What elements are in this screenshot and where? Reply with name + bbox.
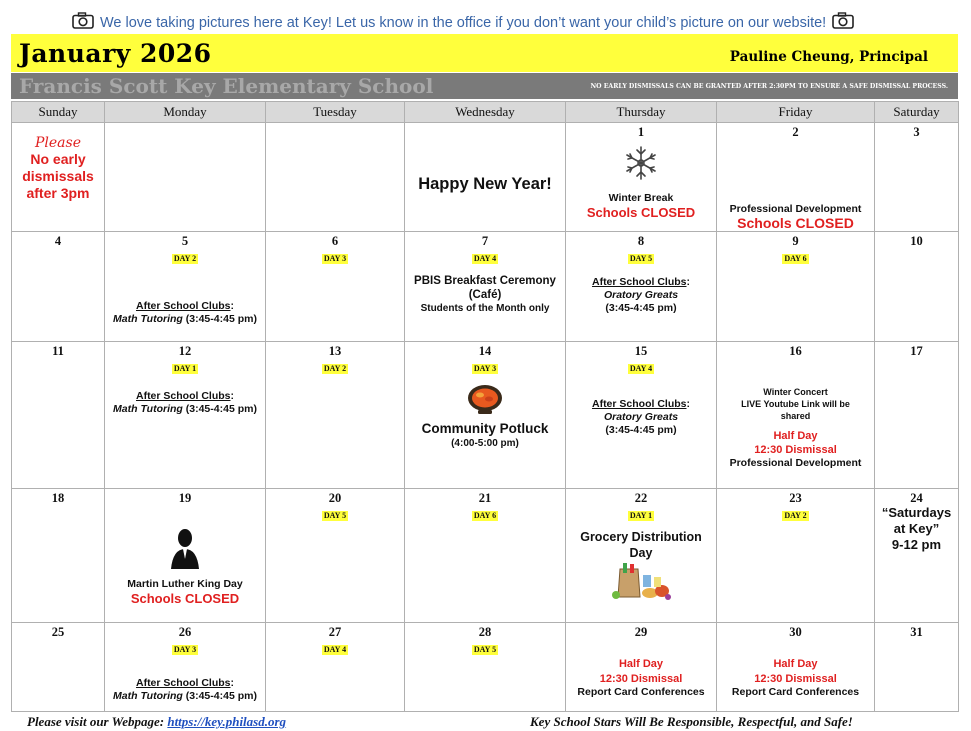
day-cell: [405, 123, 566, 232]
rotation-day-badge: DAY 2: [784, 511, 807, 520]
day-number: 11: [52, 344, 64, 358]
weekday-tuesday: Tuesday: [266, 102, 405, 123]
rotation-day-badge: DAY 4: [629, 364, 653, 373]
day-cell: [12, 232, 105, 342]
day-number: 17: [910, 344, 923, 358]
day-cell: [405, 489, 566, 623]
day-cell: [405, 232, 566, 342]
day-number: 24: [910, 491, 923, 505]
day-number: 6: [331, 234, 339, 248]
event-winter-concert: Winter Concert: [763, 387, 828, 397]
month-title: January 2026: [19, 38, 212, 68]
day-cell: [266, 623, 405, 712]
day-number: 23: [789, 491, 802, 505]
day-number: 29: [634, 625, 648, 639]
half-day-text: Half Day: [773, 658, 818, 670]
rotation-day-badge: DAY 5: [323, 511, 347, 520]
snowflake-icon: [623, 145, 659, 181]
event-after-school-clubs: After School Clubs:: [135, 390, 234, 402]
rotation-day-badge: DAY 4: [473, 254, 497, 263]
day-cell-empty: [266, 123, 405, 232]
day-cell: [12, 123, 105, 232]
day-cell: [266, 232, 405, 342]
event-saturdays-at-key: “Saturdays: [881, 505, 952, 520]
day-cell: [566, 489, 717, 623]
footer-visit-label: Please visit our Webpage:: [27, 714, 168, 729]
day-cell: [405, 342, 566, 489]
week-row-1: [12, 123, 959, 232]
weekday-header-row: [12, 102, 959, 123]
day-cell: [405, 623, 566, 712]
day-number: 8: [637, 234, 645, 248]
day-number: 4: [54, 234, 62, 248]
grocery-bag-icon: [610, 561, 672, 601]
please-note: Please: [35, 135, 81, 151]
day-number: 25: [51, 625, 65, 639]
day-cell: [875, 232, 959, 342]
day-cell: [566, 623, 717, 712]
event-after-school-clubs: After School Clubs:: [135, 677, 234, 689]
school-name-bar: [11, 73, 958, 99]
day-cell: [875, 342, 959, 489]
day-cell: [266, 489, 405, 623]
school-name: Francis Scott Key Elementary School: [19, 74, 434, 98]
event-report-card-conferences: Report Card Conferences: [731, 686, 860, 698]
event-time: (3:45-4:45 pm): [605, 424, 677, 436]
calendar-grid: [11, 101, 959, 712]
event-math-tutoring: Math Tutoring (3:45-4:45 pm): [113, 313, 257, 325]
day-number: 10: [910, 234, 923, 248]
day-cell: [717, 342, 875, 489]
footer-motto: Key School Stars Will Be Responsible, Respectful, and Safe!: [530, 714, 853, 729]
dismissal-time-text: 12:30 Dismissal: [599, 673, 683, 685]
rotation-day-badge: DAY 1: [173, 364, 197, 373]
day-cell: [875, 489, 959, 623]
weekday-friday: Friday: [717, 102, 875, 123]
event-report-card-conferences: Report Card Conferences: [577, 686, 705, 698]
month-title-bar: [11, 34, 958, 72]
rotation-day-badge: DAY 4: [323, 645, 347, 654]
day-cell: [717, 232, 875, 342]
event-math-tutoring: Math Tutoring (3:45-4:45 pm): [113, 403, 257, 415]
weekday-wednesday: Wednesday: [405, 102, 566, 123]
day-number: 7: [481, 234, 489, 248]
half-day-text: Half Day: [618, 658, 664, 670]
day-number: 15: [634, 344, 648, 358]
event-saturdays-at-key: at Key”: [893, 521, 940, 536]
event-professional-development: Professional Development: [729, 457, 862, 469]
week-row-3: [12, 342, 959, 489]
event-youtube-link: LIVE Youtube Link will be: [741, 399, 850, 409]
weekday-sunday: Sunday: [12, 102, 105, 123]
day-cell: [566, 342, 717, 489]
day-cell: [12, 342, 105, 489]
day-number: 19: [178, 491, 192, 505]
photo-notice-banner: [72, 8, 862, 32]
day-cell: [875, 623, 959, 712]
footer-webpage: [27, 714, 286, 730]
day-number: 13: [328, 344, 342, 358]
weekday-saturday: Saturday: [875, 102, 959, 123]
rotation-day-badge: DAY 3: [473, 364, 497, 373]
event-location: (Café): [468, 289, 502, 301]
day-cell: [105, 342, 266, 489]
event-oratory-greats: Oratory Greats: [603, 289, 679, 301]
event-winter-break: Winter Break: [608, 192, 674, 204]
day-cell: [717, 623, 875, 712]
schools-closed-text: Schools CLOSED: [737, 215, 854, 231]
event-after-school-clubs: After School Clubs:: [135, 300, 234, 312]
rotation-day-badge: DAY 6: [784, 254, 807, 263]
weekday-monday: Monday: [105, 102, 266, 123]
day-cell: [717, 489, 875, 623]
event-time: (3:45-4:45 pm): [605, 302, 677, 314]
rotation-day-badge: DAY 1: [629, 511, 653, 520]
no-early-note: No early: [30, 151, 86, 167]
event-community-potluck: Community Potluck: [421, 421, 549, 436]
rotation-day-badge: DAY 5: [473, 645, 497, 654]
event-youtube-link: shared: [780, 411, 811, 421]
photo-notice-text: We love taking pictures here at Key! Let us know in the office if you don’t want your child’s picture on our website!: [100, 15, 827, 31]
week-row-2: [12, 232, 959, 342]
day-cell: [105, 623, 266, 712]
day-number: 31: [910, 625, 923, 639]
day-number: 18: [51, 491, 65, 505]
event-grocery-distribution: Day: [629, 546, 653, 560]
dismissal-notice: NO EARLY DISMISSALS CAN BE GRANTED AFTER 2:30PM TO ENSURE A SAFE DISMISSAL PROCESS.: [590, 82, 948, 90]
dismissal-time-text: 12:30 Dismissal: [754, 673, 837, 685]
event-students-of-month: Students of the Month only: [420, 303, 550, 314]
day-cell: [105, 232, 266, 342]
day-number: 26: [178, 625, 192, 639]
rotation-day-badge: DAY 5: [629, 254, 653, 263]
day-cell: [566, 232, 717, 342]
week-row-4: [12, 489, 959, 623]
day-number: 9: [792, 234, 799, 248]
principal-name: Pauline Cheung, Principal: [729, 49, 928, 65]
day-number: 12: [178, 344, 192, 358]
day-number: 20: [328, 491, 342, 505]
day-number: 30: [789, 625, 802, 639]
week-row-5: [12, 623, 959, 712]
day-number: 21: [478, 491, 492, 505]
event-time: (4:00-5:00 pm): [451, 438, 519, 449]
schools-closed-text: Schools CLOSED: [586, 205, 696, 220]
happy-new-year-text: Happy New Year!: [418, 175, 552, 193]
rotation-day-badge: DAY 3: [323, 254, 347, 263]
event-oratory-greats: Oratory Greats: [603, 411, 679, 423]
webpage-link[interactable]: https://key.philasd.org: [167, 714, 287, 729]
event-time: 9-12 pm: [891, 537, 942, 552]
rotation-day-badge: DAY 3: [173, 645, 197, 654]
camera-icon: [72, 12, 94, 29]
weekday-thursday: Thursday: [566, 102, 717, 123]
dismissal-time-text: 12:30 Dismissal: [754, 444, 837, 456]
event-mlk-day: Martin Luther King Day: [127, 578, 243, 590]
rotation-day-badge: DAY 2: [323, 364, 347, 373]
half-day-text: Half Day: [773, 430, 818, 442]
day-number: 2: [792, 125, 799, 139]
rotation-day-badge: DAY 6: [473, 511, 497, 520]
day-number: 16: [789, 344, 802, 358]
day-cell: [717, 123, 875, 232]
day-cell-empty: [105, 123, 266, 232]
no-early-note: dismissals: [22, 168, 94, 184]
event-pbis-breakfast: PBIS Breakfast Ceremony: [414, 275, 556, 287]
schools-closed-text: Schools CLOSED: [130, 591, 240, 606]
event-after-school-clubs: After School Clubs:: [591, 398, 690, 410]
event-professional-development: Professional Development: [729, 203, 862, 215]
camera-icon: [832, 12, 854, 29]
mlk-portrait-icon: [168, 525, 202, 569]
day-cell: [875, 123, 959, 232]
day-cell: [12, 623, 105, 712]
event-grocery-distribution: Grocery Distribution: [580, 530, 702, 544]
day-number: 14: [478, 344, 492, 358]
day-cell: [566, 123, 717, 232]
no-early-note: after 3pm: [26, 185, 90, 201]
event-math-tutoring: Math Tutoring (3:45-4:45 pm): [113, 690, 257, 702]
day-number: 28: [478, 625, 492, 639]
day-number: 1: [637, 125, 645, 139]
day-number: 22: [634, 491, 648, 505]
day-cell: [12, 489, 105, 623]
rotation-day-badge: DAY 2: [173, 254, 197, 263]
day-number: 27: [328, 625, 342, 639]
soup-bowl-icon: [466, 384, 504, 416]
event-after-school-clubs: After School Clubs:: [591, 276, 690, 288]
day-cell: [266, 342, 405, 489]
day-number: 3: [913, 125, 920, 139]
day-cell: [105, 489, 266, 623]
day-number: 5: [181, 234, 189, 248]
